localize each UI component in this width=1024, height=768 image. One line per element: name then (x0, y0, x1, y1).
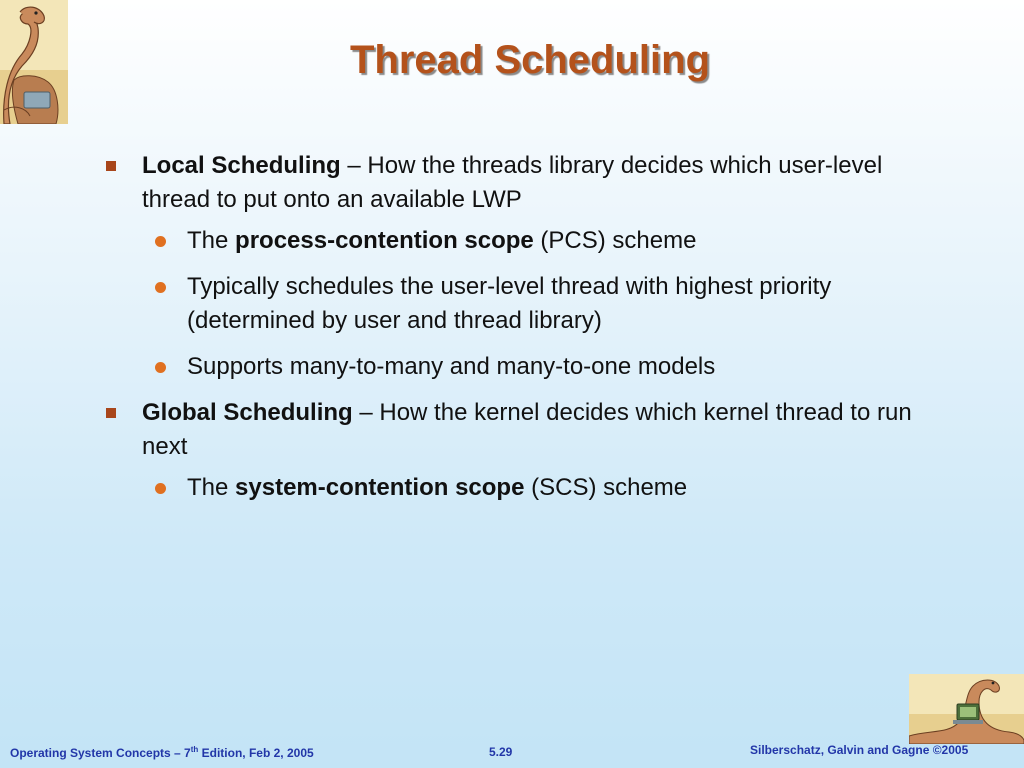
round-bullet-icon (155, 483, 166, 494)
list-item (104, 350, 924, 384)
round-bullet-icon (155, 282, 166, 293)
round-bullet-icon (155, 362, 166, 373)
item-bold-term: Local Scheduling (142, 152, 341, 179)
item-prefix: The (187, 474, 236, 501)
list-item (104, 471, 924, 505)
item-bold-term: system-contention scope (235, 474, 525, 501)
item-text: – How the kernel decides which kernel thread to run next (142, 399, 912, 460)
square-bullet-icon (106, 408, 116, 418)
list-item (104, 270, 924, 338)
item-text: (SCS) scheme (524, 474, 688, 501)
footer-course-title (10, 745, 314, 760)
slide-title: Thread Scheduling (349, 38, 711, 82)
list-item (104, 396, 924, 464)
footer-left-sup: th (190, 745, 199, 754)
item-bold-term: Global Scheduling (142, 399, 353, 426)
dinosaur-logo-bottom (909, 674, 1024, 744)
footer-left-suffix: Edition, Feb 2, 2005 (198, 746, 314, 760)
list-item (104, 224, 924, 258)
item-text: Supports many-to-many and many-to-one models (187, 353, 716, 380)
footer-copyright: Silberschatz, Galvin and Gagne ©2005 (750, 743, 969, 757)
footer-left-prefix: Operating System Concepts – 7 (10, 746, 191, 760)
item-prefix: The (187, 227, 236, 254)
item-text: (PCS) scheme (533, 227, 697, 254)
square-bullet-icon (106, 161, 116, 171)
round-bullet-icon (155, 236, 166, 247)
item-text: Typically schedules the user-level thread with highest priority (determined by user and thread library) (187, 273, 832, 334)
item-bold-term: process-contention scope (235, 227, 534, 254)
list-item (104, 149, 924, 217)
page-number: 5.29 (489, 745, 513, 759)
bullet-list (104, 149, 924, 517)
item-text: – How the threads library decides which user-level thread to put onto an available LWP (142, 152, 883, 213)
